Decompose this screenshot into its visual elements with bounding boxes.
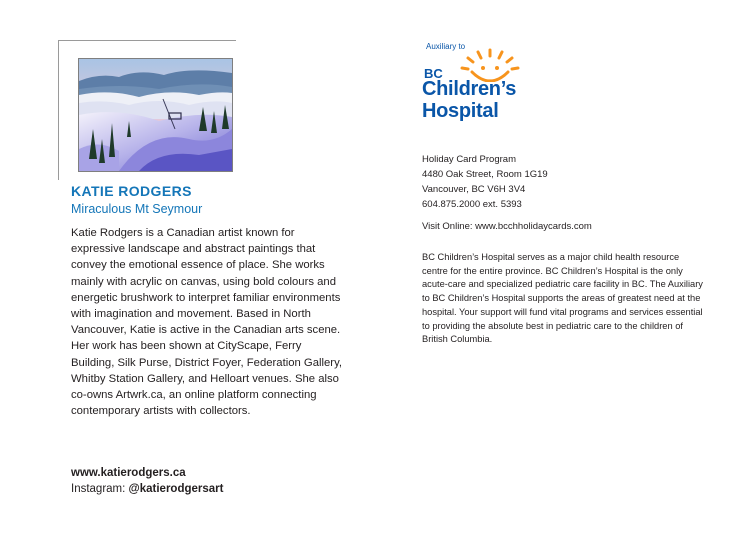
artwork-image <box>78 58 233 172</box>
artist-instagram <box>71 483 223 495</box>
bc-childrens-hospital-logo <box>420 40 540 128</box>
sun-face-icon <box>450 46 530 82</box>
artist-name: KATIE RODGERS <box>71 183 192 199</box>
instagram-label: Instagram: <box>71 483 129 495</box>
address-line: Holiday Card Program <box>422 154 516 165</box>
logo-auxiliary-text: Auxiliary to <box>426 42 466 51</box>
address-line: 4480 Oak Street, Room 1G19 <box>422 169 548 180</box>
frame-line-top <box>58 40 236 41</box>
logo-hospital-text: Hospital <box>422 100 499 122</box>
painting-illustration <box>79 59 232 171</box>
visit-online-link[interactable]: Visit Online: www.bcchholidaycards.com <box>422 221 592 232</box>
logo-childrens-text: Children’s <box>422 78 517 100</box>
address-line: Vancouver, BC V6H 3V4 <box>422 184 526 195</box>
logo-bc-text: BC <box>424 66 443 81</box>
program-address <box>422 152 722 212</box>
artist-website-link[interactable]: www.katierodgers.ca <box>71 467 186 479</box>
artwork-title: Miraculous Mt Seymour <box>71 202 203 216</box>
frame-line-left <box>58 40 59 180</box>
hospital-description: BC Children’s Hospital serves as a major child health resource centre for the entire province. BC Children’s Hospital is the only acute-care and specialized pediatric care facility in BC. The Auxiliary to BC Children’s Hospital supports the areas of greatest need at the hospital. Your support will fund vital programs and services essential to providing the absolute best in pediatric care to the children of British Columbia. <box>422 252 703 345</box>
address-line: 604.875.2000 ext. 5393 <box>422 199 522 210</box>
instagram-handle-link[interactable]: @katierodgersart <box>128 483 224 495</box>
artist-bio: Katie Rodgers is a Canadian artist known for expressive landscape and abstract paintings that convey the emotional essence of place. She works mainly with acrylic on canvas, using bold colours and energetic brushwork to interpret familiar environments with imagination and movement. Based in North Vancouver, Katie is active in the Canadian arts scene. Her work has been shown at CityScape, Ferry Building, Silk Purse, District Foyer, Federation Gallery, Whitby Station Gallery, and Helloart venues. She also co-owns Artwrk.ca, an online platform connecting contemporary artists with collectors. <box>71 227 343 418</box>
